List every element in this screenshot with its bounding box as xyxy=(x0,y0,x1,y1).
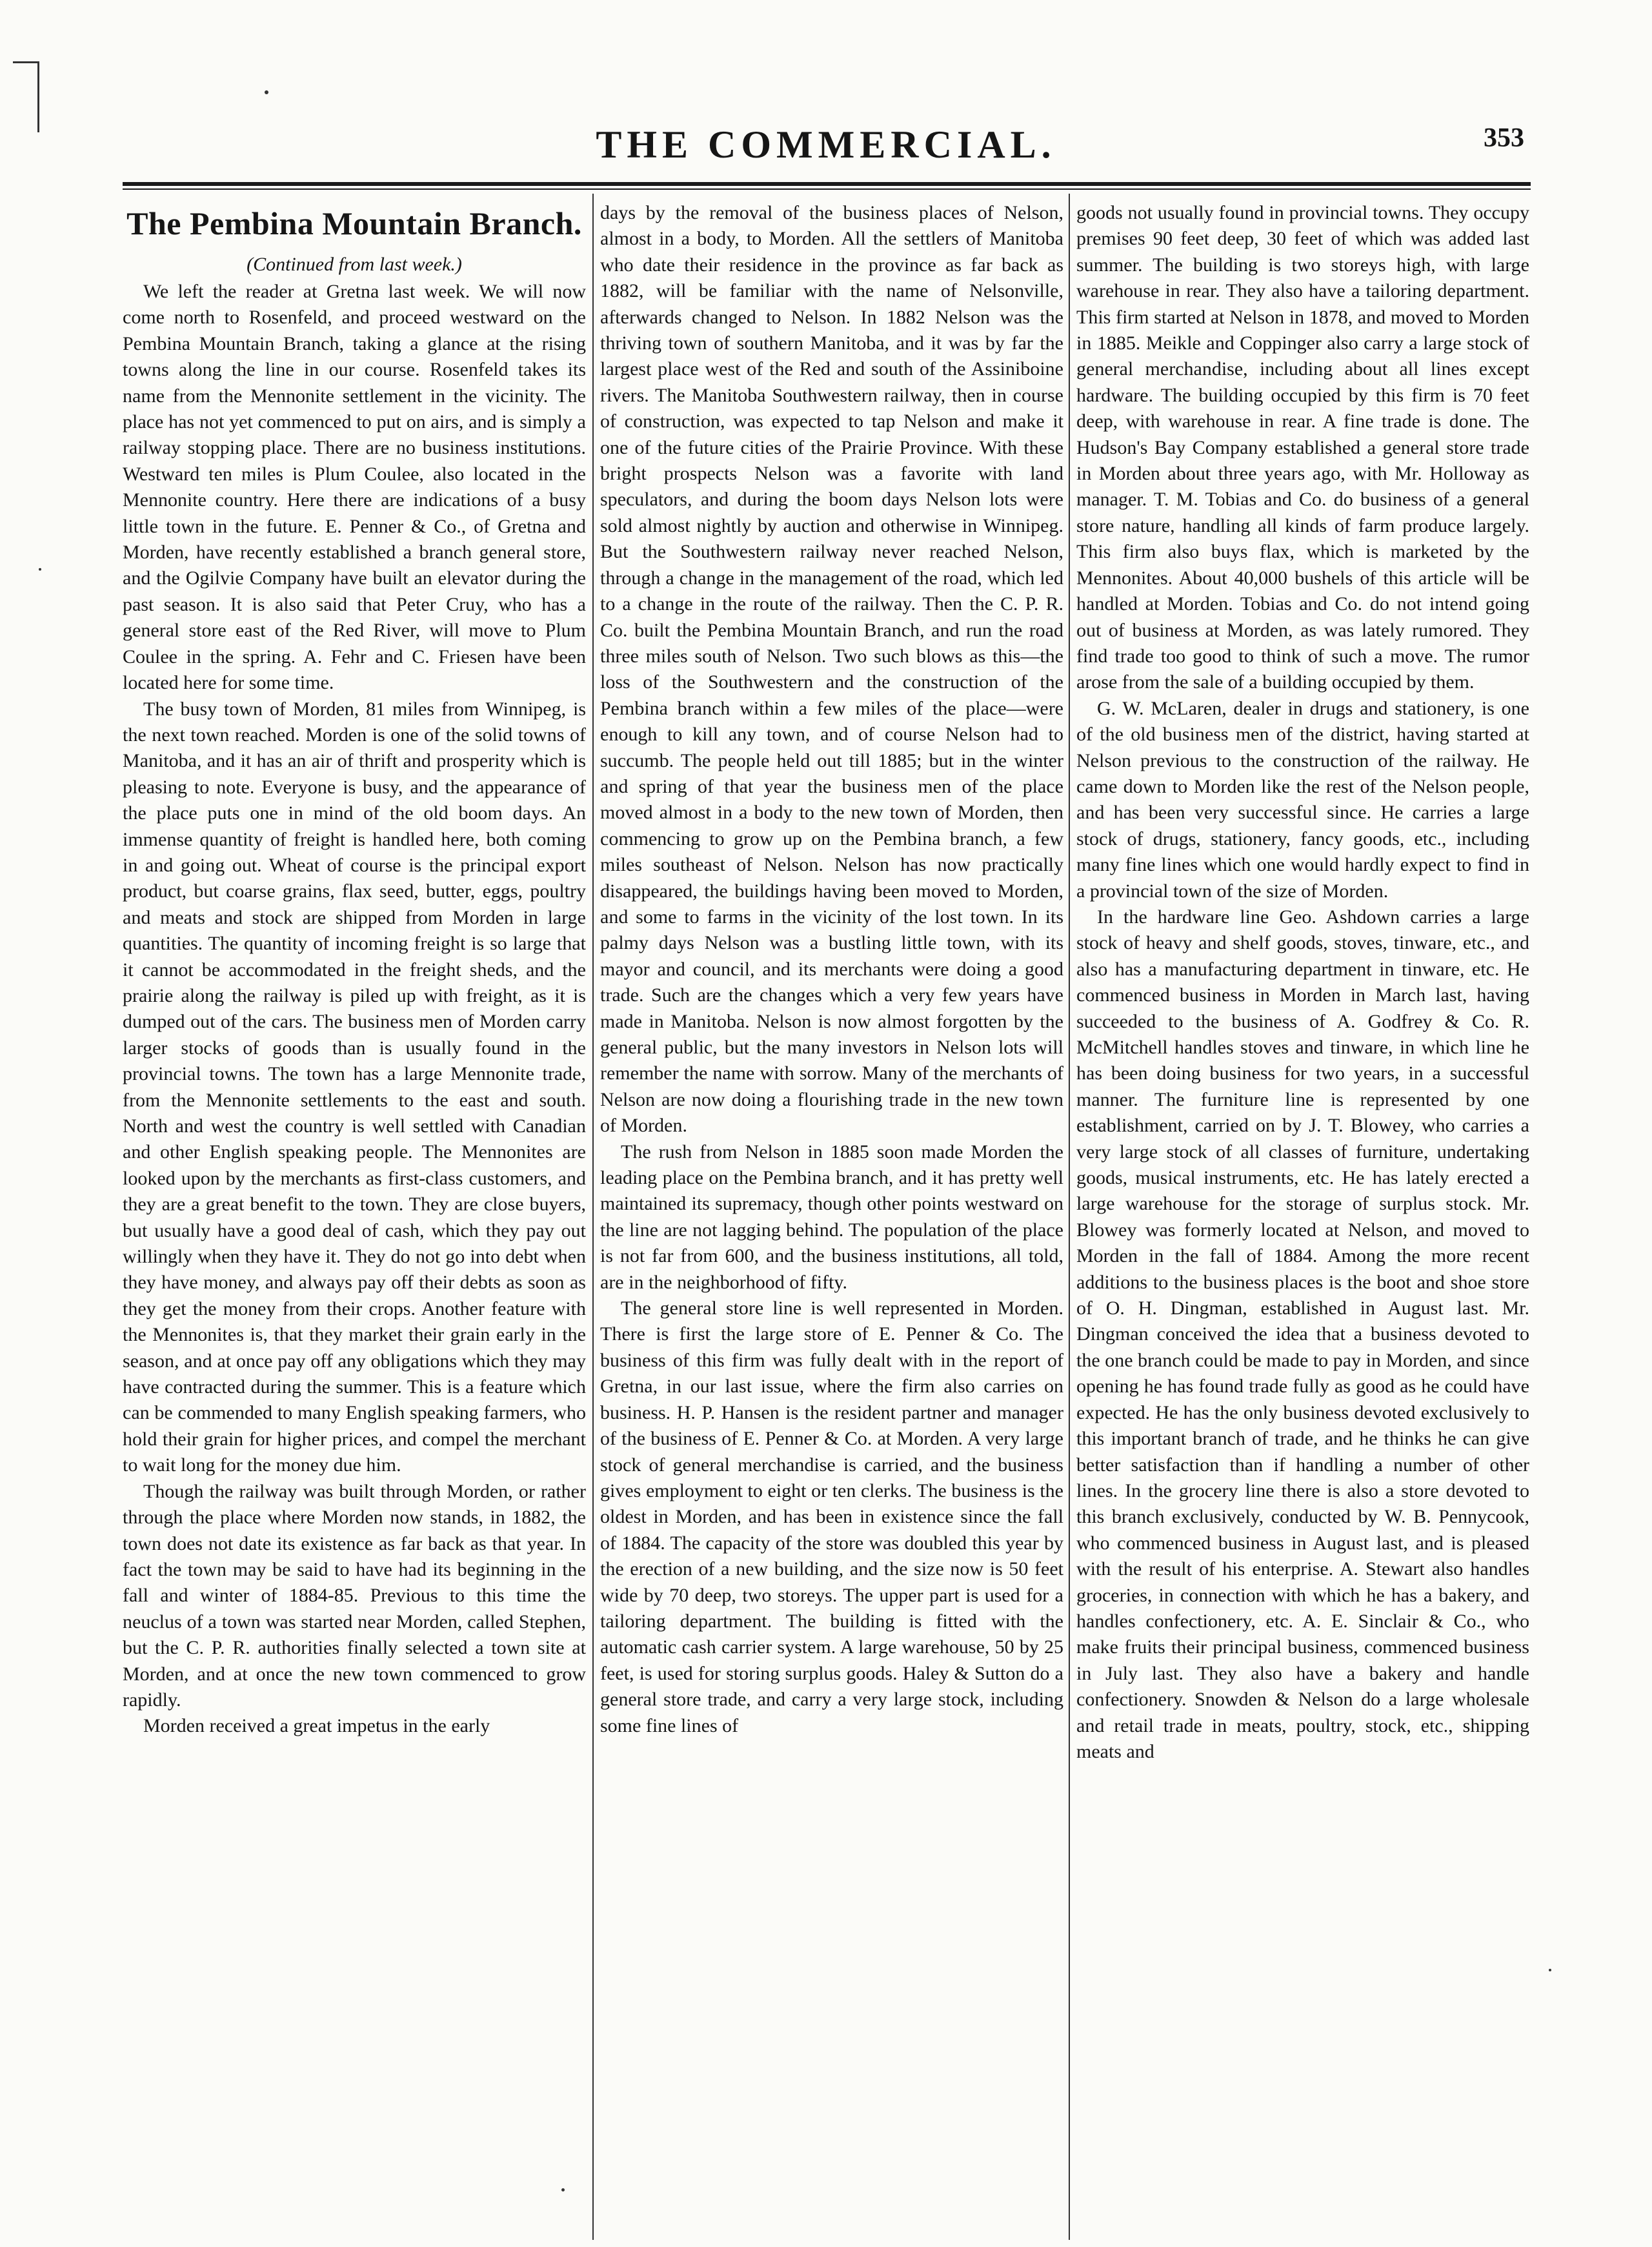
paragraph: The busy town of Morden, 81 miles from Winnipeg, is the next town reached. Morden is one of the solid towns of Manitoba, and it has an air of thrift and prosperity which is pleasing to note. Everyone is busy, and the appearance of the place puts one in mind of the old boom days. An immense quantity of freight is handled here, both coming in and going out. Wheat of course is the principal export product, but coarse grains, flax seed, butter, eggs, poultry and meats and stock are shipped from Morden in large quantities. The quantity of incoming freight is so large that it cannot be accommodated in the freight sheds, and the prairie along the railway is piled up with freight, as it is dumped out of the cars. The business men of Morden carry larger stocks of goods than is usually found in the provincial towns. The town has a large Mennonite trade, from the Mennonite settlements to the east and south. North and west the country is well settled with Canadian and other English speaking people. The Mennonites are looked upon by the merchants as first-class customers, and they are a great benefit to the town. They are close buyers, but usually have a good deal of cash, which they pay out willingly when they have it. They do not go into debt when they have money, and always pay off their debts as soon as they get the money from their crops. Another feature with the Mennonites is, that they market their grain early in the season, and at once pay off any obligations which they may have contracted during the summer. This is a feature which can be commended to many English speaking farmers, who hold their grain for higher prices, and compel the merchant to wait long for the money due him. xyxy=(123,698,586,1476)
paragraph: The general store line is well represented in Morden. There is first the large store of E. Penner & Co. The business of this firm was fully dealt with in the report of Gretna, in our last issue, where the firm also carries on business. H. P. Hansen is the resident partner and manager of the business of E. Penner & Co. at Morden. A very large stock of general merchandise is carried, and the business gives employment to eight or ten clerks. The business is the oldest in Morden, and has been in existence since the fall of 1884. The capacity of the store was doubled this year by the erection of a new building, and the size now is 50 feet wide by 70 deep, two storeys. The upper part is used for a tailoring department. The building is fitted with the automatic cash carrier system. A large warehouse, 50 by 25 feet, is used for storing surplus goods. Haley & Sutton do a general store trade, and carry a very large stock, including some fine lines of xyxy=(600,1297,1063,1736)
paragraph: The rush from Nelson in 1885 soon made Morden the leading place on the Pembina branch, and it has pretty well maintained its supremacy, though other points westward on the line are not lagging behind. The population of the place is not far from 600, and the business institutions, all told, are in the neighborhood of fifty. xyxy=(600,1141,1063,1293)
column-divider xyxy=(1069,194,1070,2240)
paragraph: We left the reader at Gretna last week. We will now come north to Rosenfeld, and proceed westward on the Pembina Mountain Branch, taking a glance at the rising towns along the line in our course. Rosenfeld takes its name from the Mennonite settlement in the vicinity. The place has not yet commenced to put on airs, and is simply a railway stopping place. There are no business institutions. Westward ten miles is Plum Coulee, also located in the Mennonite country. Here there are indications of a busy little town in the future. E. Penner & Co., of Gretna and Morden, have recently established a branch general store, and the Ogilvie Company have built an elevator during the past season. It is also said that Peter Cruy, who has a general store east of the Red River, will move to Plum Coulee in the spring. A. Fehr and C. Friesen have been located here for some time. xyxy=(123,281,586,694)
column-1 xyxy=(123,200,586,2240)
paragraph: Morden received a great impetus in the early xyxy=(143,1715,490,1737)
paragraph: In the hardware line Geo. Ashdown carries a large stock of heavy and shelf goods, stoves, tinware, etc., and also has a manufacturing department in tinware, etc. He commenced business in Morden in March last, having succeeded to the business of A. Godfrey & Co. R. McMitchell handles stoves and tinware, in which line he has been doing business for two years, in a successful manner. The furniture line is represented by one establishment, carried on by J. T. Blowey, who carries a very large stock of all classes of furniture, undertaking goods, musical instruments, etc. He has lately erected a large warehouse for the storage of surplus stock. Mr. Blowey was formerly located at Nelson, and moved to Morden in the fall of 1884. Among the more recent additions to the business places is the boot and shoe store of O. H. Dingman, established in August last. Mr. Dingman conceived the idea that a business devoted to the one branch could be made to pay in Morden, and since opening he has found trade fully as good as he could have expected. He has the only business devoted exclusively to this important branch of trade, and he thinks he can give better satisfaction than if handling a number of other lines. In the grocery line there is also a store devoted to this branch exclusively, conducted by W. B. Pennycook, who commenced business in August last, and is pleased with the result of his enterprise. A. Stewart also handles groceries, in connection with which he has a bakery, and handles confectionery, etc. A. E. Sinclair & Co., who make fruits their principal business, commenced business in July last. They also have a bakery and handle confectionery. Snowden & Nelson do a large wholesale and retail trade in meats, poultry, stock, etc., shipping meats and xyxy=(1076,906,1529,1762)
header-rule xyxy=(123,182,1531,186)
page-header xyxy=(123,116,1529,174)
column-divider xyxy=(592,194,594,2240)
column-2 xyxy=(600,200,1063,2240)
article-title: The Pembina Mountain Branch. xyxy=(126,205,582,241)
paragraph: G. W. McLaren, dealer in drugs and stationery, is one of the old business men of the district, having started at Nelson previous to the construction of the railway. He came down to Morden like the rest of the Nelson people, and has been very successful since. He carries a large stock of drugs, stationery, fancy goods, etc., including many fine lines which one would hardly expect to find in a provincial town of the size of Morden. xyxy=(1076,697,1529,902)
column-3 xyxy=(1076,200,1529,2240)
article-subtitle: (Continued from last week.) xyxy=(247,254,462,275)
page-number: 353 xyxy=(1484,123,1524,153)
paragraph: days by the removal of the business places of Nelson, almost in a body, to Morden. All the settlers of Manitoba who date their residence in the province as far back as 1882, will be familiar with the name of Nelsonville, afterwards changed to Nelson. In 1882 Nelson was the thriving town of southern Manitoba, and it was by far the largest place west of the Red and south of the Assiniboine rivers. The Manitoba Southwestern railway, then in course of construction, was expected to tap Nelson and make it one of the future cities of the Prairie Province. With these bright prospects Nelson was a favorite with land speculators, and during the boom days Nelson lots were sold almost nightly by auction and otherwise in Winnipeg. But the Southwestern railway never reached Nelson, through a change in the management of the road, which led to a change in the route of the railway. Then the C. P. R. Co. built the Pembina Mountain Branch, and run the road three miles south of Nelson. Two such blows as this—the loss of the Southwestern and the construction of the Pembina branch within a few miles of the place—were enough to kill any town, and of course Nelson had to succumb. The people held out till 1885; but in the winter and spring of that year the business men of the place moved almost in a body to the new town of Morden, then commencing to grow up on the Pembina branch, a few miles southeast of Nelson. Nelson has now practically disappeared, the buildings having been moved to Morden, and some to farms in the vicinity of the lost town. In its palmy days Nelson was a bustling little town, with its mayor and council, and its merchants were doing a good trade. Such are the changes which a very few years have made in Manitoba. Nelson is now almost forgotten by the general public, but the many investors in Nelson lots will remember the name with sorrow. Many of the merchants of Nelson are now doing a flourishing trade in the new town of Morden. xyxy=(600,202,1063,1137)
paragraph: Though the railway was built through Morden, or rather through the place where Morden now stands, in 1882, the town does not date its existence as far back as that year. In fact the town may be said to have had its beginning in the fall and winter of 1884-85. Previous to this time the neuclus of a town was started near Morden, called Stephen, but the C. P. R. authorities finally selected a town site at Morden, and at once the new town commenced to grow rapidly. xyxy=(123,1480,586,1711)
masthead: THE COMMERCIAL. xyxy=(596,123,1056,166)
paragraph: goods not usually found in provincial towns. They occupy premises 90 feet deep, 30 feet of which was added last summer. The building is two storeys high, with large warehouse in rear. They also have a tailoring department. This firm started at Nelson in 1878, and moved to Morden in 1885. Meikle and Coppinger also carry a large stock of general merchandise, including about all lines except hardware. The building occupied by this firm is 70 feet deep, with warehouse in rear. A fine trade is done. The Hudson's Bay Company established a general store trade in Morden about three years ago, with Mr. Holloway as manager. T. M. Tobias and Co. do business of a general store nature, handling all kinds of farm produce largely. This firm also buys flax, which is marketed by the Mennonites. About 40,000 bushels of this article will be handled at Morden. Tobias and Co. do not intend going out of business at Morden, as was lately rumored. They find trade too good to think of such a move. The rumor arose from the sale of a building occupied by them. xyxy=(1076,202,1529,693)
header-rule-thin xyxy=(123,188,1531,190)
